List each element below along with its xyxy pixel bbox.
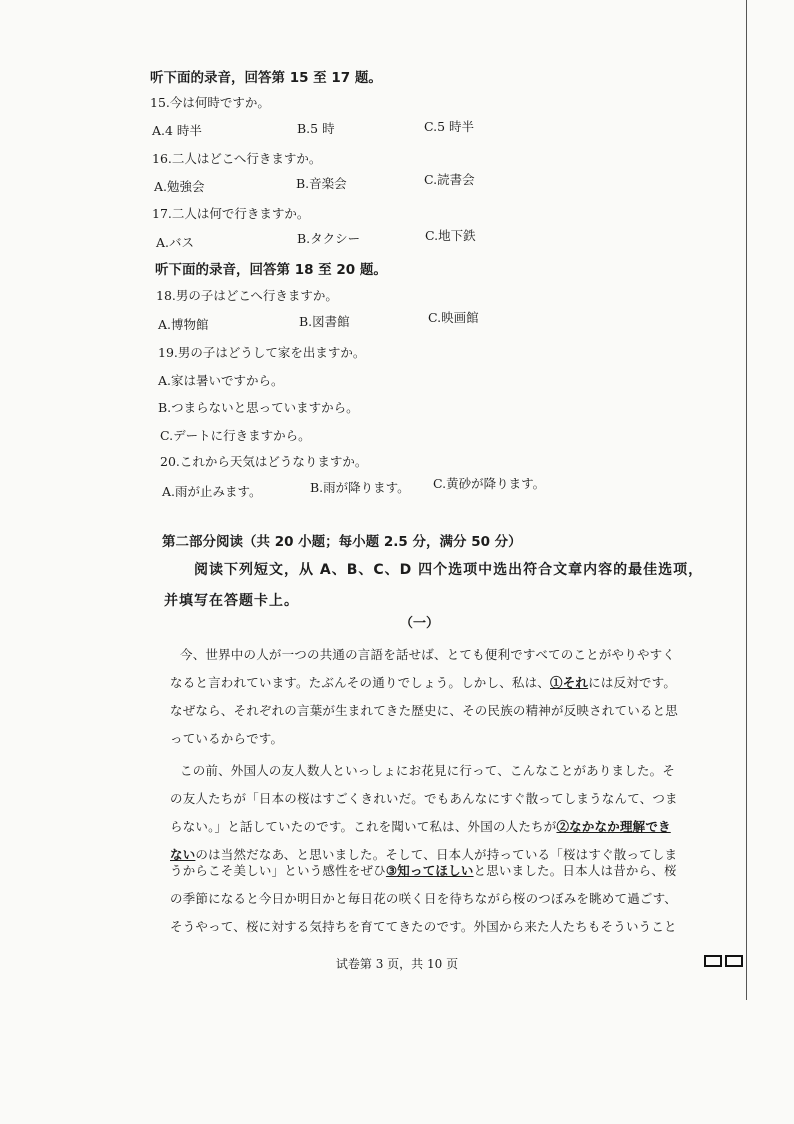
q19-option-a: A.家は暑いですから。	[158, 373, 284, 388]
passage-line: そうやって、桜に対する気持ちを育ててきたのです。外国から来た人たちもそういうこと	[170, 919, 677, 934]
q19-option-b: B.つまらないと思っていますから。	[158, 400, 359, 415]
passage-text: と思いました。日本人は昔から、桜	[473, 863, 677, 878]
passage-text: なると言われています。たぶんその通りでしょう。しかし、私は、	[170, 675, 551, 690]
q16-option-c: C.読書会	[424, 172, 475, 187]
q17-option-a: A.バス	[156, 235, 195, 250]
listening-head-15-17: 听下面的录音，回答第 15 至 17 题。	[150, 70, 382, 86]
passage-text: うからこそ美しい」という感性をぜひ	[170, 863, 386, 878]
q20-option-b: B.雨が降ります。	[310, 480, 410, 495]
listening-head-18-20: 听下面的录音，回答第 18 至 20 题。	[155, 262, 387, 278]
q16-option-a: A.勉強会	[154, 179, 205, 194]
q16-option-b: B.音楽会	[296, 176, 347, 191]
reading-part-heading: 第二部分阅读（共 20 小题；每小题 2.5 分，满分 50 分）	[162, 534, 522, 550]
q17-option-c: C.地下鉄	[425, 228, 476, 243]
reading-instruction-line2: 并填写在答题卡上。	[164, 593, 299, 609]
q15-option-c: C.5 時半	[424, 119, 475, 134]
q20-option-a: A.雨が止みます。	[162, 484, 262, 499]
passage-line	[170, 861, 677, 879]
passage-line	[170, 817, 671, 835]
q19-option-c: C.デートに行きますから。	[160, 428, 311, 443]
q20-option-c: C.黄砂が降ります。	[433, 476, 546, 491]
q18-option-a: A.博物館	[158, 317, 209, 332]
q15-option-a: A.4 時半	[152, 123, 202, 138]
question-16: 16.二人はどこへ行きますか。	[152, 151, 322, 166]
page-edge-line	[746, 0, 747, 1000]
passage-line: なぜなら、それぞれの言葉が生まれてきた歴史に、その民族の精神が反映されていると思	[170, 703, 679, 718]
question-17: 17.二人は何で行きますか。	[152, 206, 310, 221]
question-20: 20.これから天気はどうなりますか。	[160, 454, 368, 469]
passage-line: っているからです。	[170, 731, 284, 746]
q15-option-b: B.5 時	[297, 121, 335, 136]
question-18: 18.男の子はどこへ行きますか。	[156, 288, 338, 303]
underlined-phrase-1: ①それ	[550, 675, 589, 690]
underlined-phrase-2b: ない	[170, 847, 196, 862]
q18-option-c: C.映画館	[428, 310, 479, 325]
passage-line: この前、外国人の友人数人といっしょにお花見に行って、こんなことがありました。そ	[180, 763, 676, 778]
question-15: 15.今は何時ですか。	[150, 95, 270, 110]
question-19: 19.男の子はどうして家を出ますか。	[158, 345, 366, 360]
passage-number: （一）	[400, 616, 440, 631]
reading-instruction-line1: 阅读下列短文，从 A、B、C、D 四个选项中选出符合文章内容的最佳选项，	[194, 562, 704, 578]
underlined-phrase-2a: ②なかなか理解でき	[556, 819, 671, 834]
q18-option-b: B.図書館	[299, 314, 350, 329]
corner-boxes	[704, 952, 746, 971]
passage-text: のは当然だなあ、と思いました。そして、日本人が持っている「桜はすぐ散ってしま	[195, 847, 678, 862]
passage-line: 今、世界中の人が一つの共通の言語を話せば、とても便利ですべてのことがやりやすく	[180, 647, 676, 662]
underlined-phrase-3: ③知ってほしい	[385, 863, 474, 878]
passage-line	[170, 673, 676, 691]
passage-text: らない。」と話していたのです。これを聞いて私は、外国の人たちが	[170, 819, 557, 834]
passage-line: の季節になると今日か明日かと毎日花の咲く日を待ちながら桜のつぼみを眺めて過ごす、	[170, 891, 678, 906]
q17-option-b: B.タクシー	[297, 231, 361, 246]
passage-text: には反対です。	[588, 675, 677, 690]
page-footer: 试卷第 3 页，共 10 页	[335, 957, 459, 971]
passage-line: の友人たちが「日本の桜はすごくきれいだ。でもあんなにすぐ散ってしまうなんて、つま	[170, 791, 678, 806]
